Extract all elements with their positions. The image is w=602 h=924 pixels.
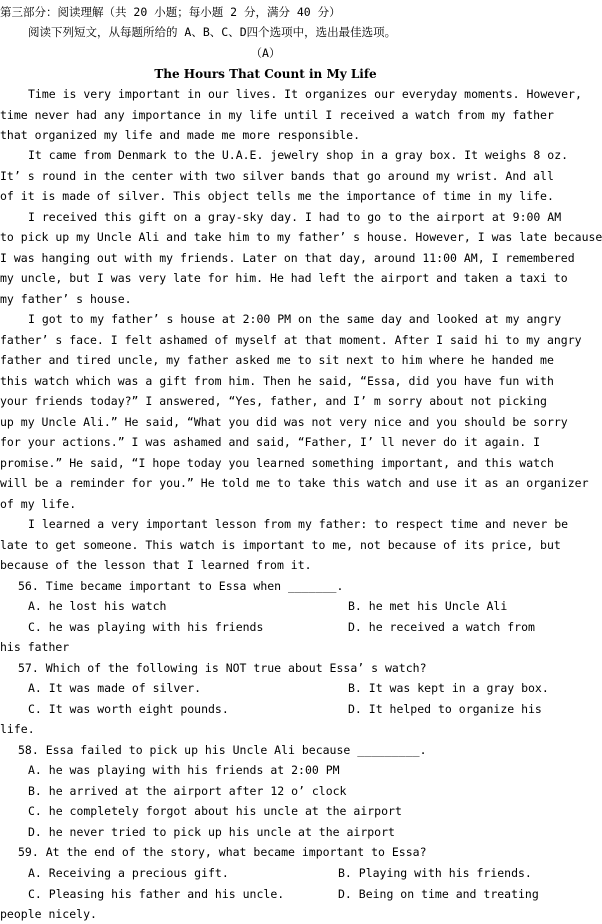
passage-title: The Hours That Count in My Life [154, 67, 377, 81]
passage-line: It’ s round in the center with two silver bands that go around my wrist. And all [0, 169, 554, 183]
passage-line: to pick up my Uncle Ali and take him to my father’ s house. However, I was late because [0, 230, 602, 244]
option-wrap: people nicely. [0, 907, 97, 921]
option-a: A. he lost his watch [28, 599, 167, 613]
option-wrap: life. [0, 722, 35, 736]
passage-line: my uncle, but I was very late for him. He had left the airport and taken a taxi to [0, 271, 568, 285]
passage-line: because of the lesson that I learned from it. [0, 558, 312, 572]
passage-line: of it is made of silver. This object tells me the importance of time in my life. [0, 189, 554, 203]
passage-line: late to get someone. This watch is important to me, not because of its price, but [0, 538, 561, 552]
option-a: A. he was playing with his friends at 2:00 PM [28, 763, 340, 777]
question-stem: 57. Which of the following is NOT true about Essa’ s watch? [18, 661, 427, 675]
question-stem: 59. At the end of the story, what became important to Essa? [18, 845, 427, 859]
passage-line: time never had any importance in my life until I received a watch from my father [0, 108, 554, 122]
passage-line: I got to my father’ s house at 2:00 PM on the same day and looked at my angry [28, 312, 562, 326]
passage-line: It came from Denmark to the U.A.E. jewelry shop in a gray box. It weighs 8 oz. [28, 148, 569, 162]
option-b: B. Playing with his friends. [338, 866, 532, 880]
question-stem: 58. Essa failed to pick up his Uncle Ali because _________. [18, 743, 427, 757]
passage-line: my father’ s house. [0, 292, 132, 306]
passage-line: I received this gift on a gray-sky day. I had to go to the airport at 9:00 AM [28, 210, 562, 224]
option-c: C. he completely forgot about his uncle at the airport [28, 804, 402, 818]
passage-line: promise.” He said, “I hope today you learned something important, and this watch [0, 456, 554, 470]
option-c: C. he was playing with his friends [28, 620, 264, 634]
passage-line: of my life. [0, 497, 77, 511]
passage-line: that organized my life and made me more responsible. [0, 128, 361, 142]
option-a: A. It was made of silver. [28, 681, 202, 695]
option-d: D. he never tried to pick up his uncle at the airport [28, 825, 395, 839]
passage-line: this watch which was a gift from him. Then he said, “Essa, did you have fun with [0, 374, 554, 388]
passage-line: for your actions.” I was ashamed and said, “Father, I’ ll never do it again. I [0, 435, 541, 449]
part-label: （A） [250, 46, 281, 60]
passage-line: father and tired uncle, my father asked me to sit next to him where he handed me [0, 353, 554, 367]
section-header: 第三部分：阅读理解（共 20 小题；每小题 2 分，满分 40 分） [0, 5, 341, 19]
passage-line: father’ s face. I felt ashamed of myself at that moment. After I said hi to my angry [0, 333, 582, 347]
passage-line: I was hanging out with my friends. Later on that day, around 11:00 AM, I remembered [0, 251, 575, 265]
passage-line: your friends today?” I answered, “Yes, father, and I’ m sorry about not picking [0, 394, 547, 408]
passage-line: will be a reminder for you.” He told me to take this watch and use it as an organizer [0, 476, 589, 490]
section-instruction: 阅读下列短文，从每题所给的 A、B、C、D四个选项中，选出最佳选项。 [28, 25, 397, 39]
option-a: A. Receiving a precious gift. [28, 866, 229, 880]
option-d: D. It helped to organize his [348, 702, 542, 716]
option-c: C. Pleasing his father and his uncle. [28, 887, 285, 901]
question-stem: 56. Time became important to Essa when _______. [18, 579, 344, 593]
passage-line: Time is very important in our lives. It organizes our everyday moments. However, [28, 87, 582, 101]
option-b: B. he arrived at the airport after 12 o’ clock [28, 784, 347, 798]
option-b: B. he met his Uncle Ali [348, 599, 508, 613]
option-d: D. he received a watch from [348, 620, 535, 634]
passage-line: up my Uncle Ali.” He said, “What you did was not very nice and you should be sorry [0, 415, 568, 429]
option-b: B. It was kept in a gray box. [348, 681, 549, 695]
option-wrap: his father [0, 640, 70, 654]
passage-line: I learned a very important lesson from my father: to respect time and never be [28, 517, 569, 531]
option-d: D. Being on time and treating [338, 887, 539, 901]
option-c: C. It was worth eight pounds. [28, 702, 229, 716]
